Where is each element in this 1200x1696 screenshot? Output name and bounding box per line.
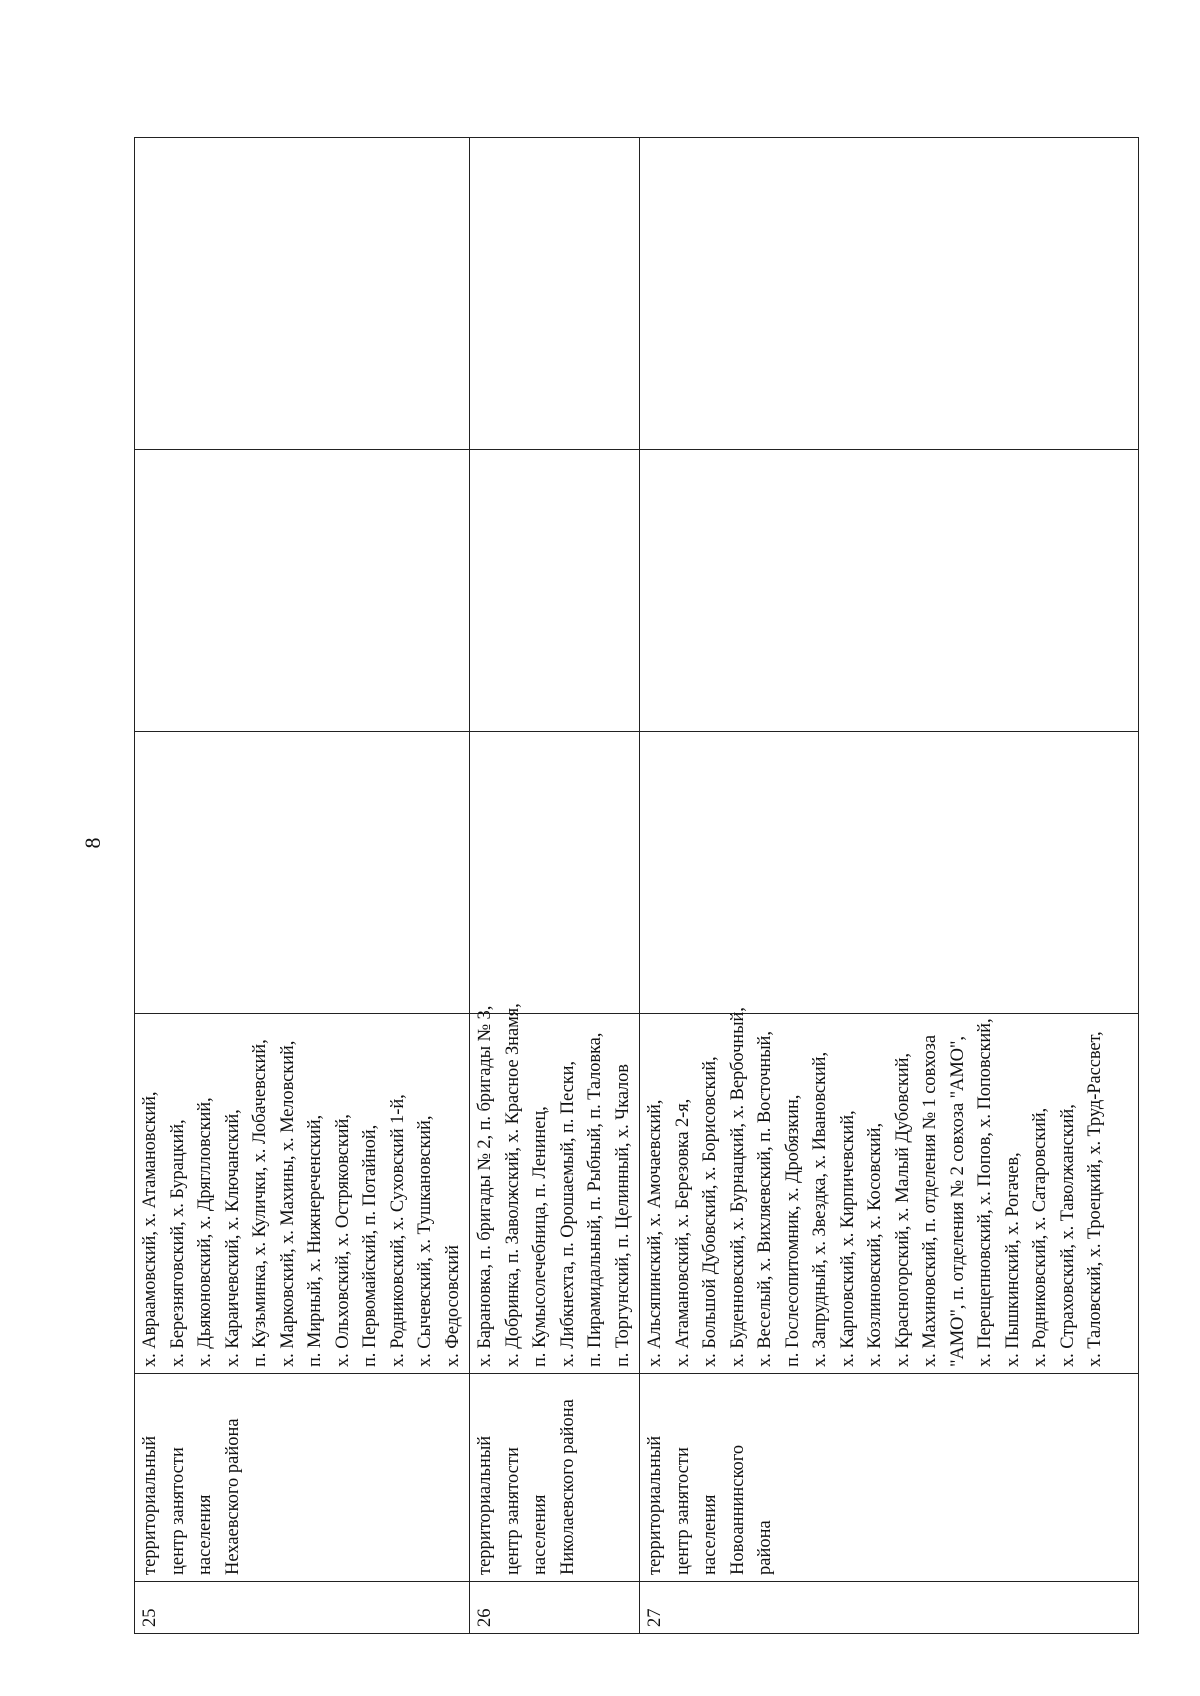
table-row <box>640 138 1139 1634</box>
settlement-line: х. Федосовский <box>442 1245 463 1367</box>
settlement-line: х. Ольховский, х. Остряковский, <box>332 1114 353 1367</box>
settlement-line: х. Родниковский, х. Суховский 1-й, <box>387 1094 408 1367</box>
settlement-line: х. Карповский, х. Кирпичевский, <box>837 1110 858 1367</box>
settlement-line: "АМО", п. отделения № 2 совхоза "АМО", <box>947 1036 968 1367</box>
settlement-line: х. Атамановский, х. Березовка 2-я, <box>672 1098 693 1367</box>
row-number: 27 <box>640 1582 1139 1634</box>
center-line: территориальный <box>140 1435 160 1575</box>
center-line: центр занятости <box>672 1447 693 1575</box>
settlement-line: х. Страховский, х. Таволжанский, <box>1057 1104 1078 1367</box>
settlement-line: х. Добринка, п. Заволжский, х. Красное Знамя, <box>502 1003 523 1367</box>
employment-center-name <box>470 1374 640 1582</box>
settlement-line: х. Марковский, х. Махины, х. Меловский, <box>277 1040 298 1367</box>
empty-cell <box>135 138 470 450</box>
settlement-line: х. Таловский, х. Троецкий, х. Труд-Рассвет, <box>1085 1031 1105 1367</box>
settlements-list <box>470 1003 640 1374</box>
settlement-line: х. Буденновский, х. Бурнацкий, х. Вербочный, <box>727 1007 748 1367</box>
settlement-line: п. Кузьминка, х. Кулички, х. Лобачевский, <box>250 1039 270 1367</box>
settlement-line: х. Альсяпинский, х. Амочаевский, <box>645 1099 665 1367</box>
settlement-line: х. Махиновский, п. отделения № 1 совхоза <box>920 1035 940 1367</box>
settlement-line: х. Барановка, п. бригады № 2, п. бригады № 3, <box>475 1005 495 1367</box>
empty-cell <box>470 450 640 732</box>
settlement-line: п. Торгунский, п. Целинный, х. Чкалов <box>612 1064 633 1367</box>
settlement-line: х. Веселый, х. Вихляевский, п. Восточный, <box>755 1031 775 1367</box>
center-line: территориальный <box>475 1435 495 1575</box>
row-number: 26 <box>470 1582 640 1634</box>
empty-cell <box>470 732 640 1014</box>
empty-cell <box>470 138 640 450</box>
employment-center-name <box>640 1374 1139 1582</box>
settlement-line: х. Либкнехта, п. Орошаемый, п. Пески, <box>557 1061 578 1367</box>
center-line: населения <box>700 1494 720 1575</box>
empty-cell <box>135 732 470 1014</box>
center-line: Николаевского района <box>557 1399 578 1575</box>
empty-cell <box>640 732 1139 1014</box>
territorial-centers-table <box>134 137 1139 1634</box>
settlement-line: х. Караичевский, х. Ключанский, <box>222 1109 243 1367</box>
settlement-line: п. Первомайский, п. Потайной, <box>360 1124 380 1367</box>
employment-center-name <box>135 1374 470 1582</box>
rotated-table-container <box>134 138 1134 1634</box>
settlement-line: п. Мирный, х. Нижнереченский, <box>305 1114 325 1367</box>
center-line: Нехаевского района <box>222 1418 243 1575</box>
row-number: 25 <box>135 1582 470 1634</box>
settlement-line: х. Красногорский, х. Малый Дубовский, <box>892 1053 913 1367</box>
page-number: 8 <box>80 837 105 849</box>
settlement-line: х. Запрудный, х. Звездка, х. Ивановский, <box>810 1052 830 1367</box>
table-row <box>470 138 640 1634</box>
empty-cell <box>135 450 470 732</box>
center-line: территориальный <box>645 1435 665 1575</box>
settlement-line: п. Гослесопитомник, х. Дробязкин, <box>782 1094 803 1367</box>
center-line: района <box>755 1520 775 1575</box>
center-line: центр занятости <box>167 1447 188 1575</box>
settlement-line: х. Сычевский, х. Тушкановский, <box>415 1115 435 1367</box>
empty-cell <box>640 138 1139 450</box>
settlements-list <box>640 1007 1139 1374</box>
table-row <box>135 138 470 1634</box>
settlement-line: х. Родниковский, х. Сатаровский, <box>1030 1107 1050 1367</box>
settlement-line: х. Козлиновский, х. Косовский, <box>865 1123 885 1367</box>
center-line: Новоаннинского <box>727 1444 748 1575</box>
settlement-line: х. Перещепновский, х. Попов, х. Поповский, <box>975 1018 995 1367</box>
settlement-line: х. Большой Дубовский, х. Борисовский, <box>700 1056 720 1367</box>
settlement-line: х. Березняговский, х. Бурацкий, <box>167 1119 188 1367</box>
center-line: населения <box>530 1494 550 1575</box>
settlement-line: х. Дьяконовский, х. Дряглловский, <box>195 1097 215 1367</box>
settlement-line: х. Пышкинский, х. Рогачев, <box>1002 1152 1023 1367</box>
empty-cell <box>640 450 1139 732</box>
settlement-line: х. Авраамовский, х. Атамановский, <box>140 1091 160 1367</box>
settlement-line: п. Кумысолечебница, п. Ленинец, <box>530 1106 550 1367</box>
center-line: центр занятости <box>502 1447 523 1575</box>
settlements-list <box>135 1014 470 1374</box>
settlement-line: п. Пирамидальный, п. Рыбный, п. Таловка, <box>585 1032 605 1367</box>
center-line: населения <box>195 1494 215 1575</box>
